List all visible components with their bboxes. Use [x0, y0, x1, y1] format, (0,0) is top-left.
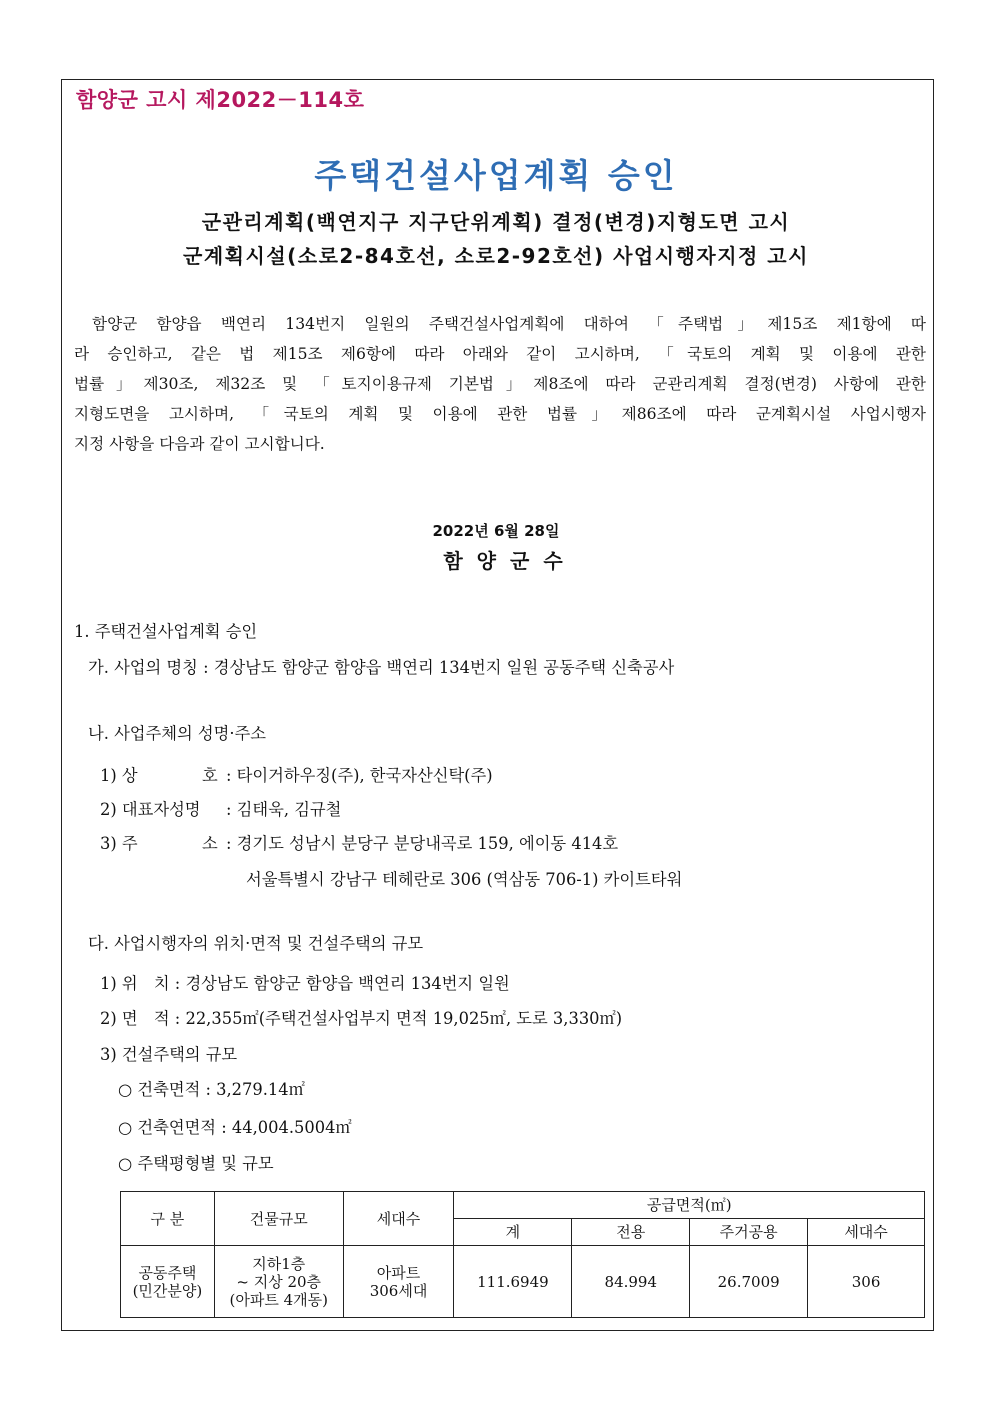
intro-line: 함양군 함양읍 백연리 134번지 일원의 주택건설사업계획에 대하여 「주택법」제15조 제1항에 따: [92, 315, 926, 333]
owner-address-row: [100, 830, 618, 854]
cell-building-scale: 지하1층 ~ 지상 20층 (아파트 4개동): [214, 1246, 343, 1318]
project-name: 가. 사업의 명칭 : 경상남도 함양군 함양읍 백연리 134번지 일원 공동주택 신축공사: [88, 658, 675, 677]
cell-households: 아파트 306세대: [343, 1246, 454, 1318]
owner-address-2: 서울특별시 강남구 테헤란로 306 (역삼동 706-1) 카이트타워: [246, 870, 683, 889]
header-unit-count: 세대수: [808, 1219, 925, 1246]
section-1-heading: 1. 주택건설사업계획 승인: [74, 622, 258, 641]
intro-line: 지정 사항을 다음과 같이 고시합니다.: [74, 435, 325, 453]
table-row: [121, 1246, 925, 1318]
header-residential-common: 주거공용: [690, 1219, 808, 1246]
intro-line: 법률」제30조, 제32조 및 「토지이용규제 기본법」제8조에 따라 군관리계획 결정(변경) 사항에 관한: [74, 375, 926, 393]
housing-scale-heading: 3) 건설주택의 규모: [100, 1045, 238, 1064]
total-floor-area: ○ 건축연면적 : 44,004.5004㎡: [118, 1118, 352, 1137]
owner-representative-row: [100, 796, 341, 820]
subtitle-operator-designation: 군계획시설(소로2-84호선, 소로2-92호선) 사업시행자지정 고시: [183, 244, 809, 268]
table-header-row: [121, 1192, 925, 1219]
owner-address-label-tail: 소: [202, 834, 218, 853]
owner-address-label: 3) 주: [100, 834, 138, 853]
owner-company-value: : 타이거하우징(주), 한국자산신탁(주): [226, 766, 493, 785]
owner-company-row: [100, 762, 493, 786]
owner-address-value: : 경기도 성남시 분당구 분당내곡로 159, 에이동 414호: [226, 834, 619, 853]
header-category: 구 분: [121, 1192, 215, 1246]
owner-representative-label: 2) 대표자성명: [100, 800, 201, 819]
owner-company-label-tail: 호: [202, 766, 218, 785]
header-building-scale: 건물규모: [214, 1192, 343, 1246]
header-exclusive: 전용: [572, 1219, 690, 1246]
header-households: 세대수: [343, 1192, 454, 1246]
site-location: 1) 위 치 : 경상남도 함양군 함양읍 백연리 134번지 일원: [100, 974, 510, 993]
site-scale-heading: 다. 사업시행자의 위치·면적 및 건설주택의 규모: [88, 934, 424, 953]
cell-residential-common: 26.7009: [690, 1246, 808, 1318]
header-total: 계: [454, 1219, 572, 1246]
cell-category: 공동주택 (민간분양): [121, 1246, 215, 1318]
cell-exclusive: 84.994: [572, 1246, 690, 1318]
subtitle-plan-decision: 군관리계획(백연지구 지구단위계획) 결정(변경)지형도면 고시: [201, 210, 791, 234]
page-title: 주택건설사업계획 승인: [314, 156, 678, 195]
project-owner-heading: 나. 사업주체의 성명·주소: [88, 724, 266, 743]
unit-types-heading: ○ 주택평형별 및 규모: [118, 1154, 274, 1173]
owner-company-label: 1) 상: [100, 766, 138, 785]
notice-date: 2022년 6월 28일: [432, 522, 560, 540]
notice-number: 함양군 고시 제2022－114호: [76, 88, 365, 112]
intro-paragraph: [74, 309, 926, 459]
header-supply-area: 공급면적(㎡): [454, 1192, 925, 1219]
cell-unit-count: 306: [808, 1246, 925, 1318]
building-area: ○ 건축면적 : 3,279.14㎡: [118, 1080, 305, 1099]
intro-line: 라 승인하고, 같은 법 제15조 제6항에 따라 아래와 같이 고시하며, 「국토의 계획 및 이용에 관한: [74, 345, 926, 363]
housing-units-table: [120, 1191, 925, 1318]
issuer-name: 함양군수: [443, 549, 577, 573]
site-area: 2) 면 적 : 22,355㎡(주택건설사업부지 면적 19,025㎡, 도로 3,330㎡): [100, 1009, 623, 1028]
intro-line: 지형도면을 고시하며, 「국토의 계획 및 이용에 관한 법률」제86조에 따라 군계획시설 사업시행자: [74, 405, 926, 423]
owner-representative-value: : 김태욱, 김규철: [226, 800, 342, 819]
cell-total: 111.6949: [454, 1246, 572, 1318]
